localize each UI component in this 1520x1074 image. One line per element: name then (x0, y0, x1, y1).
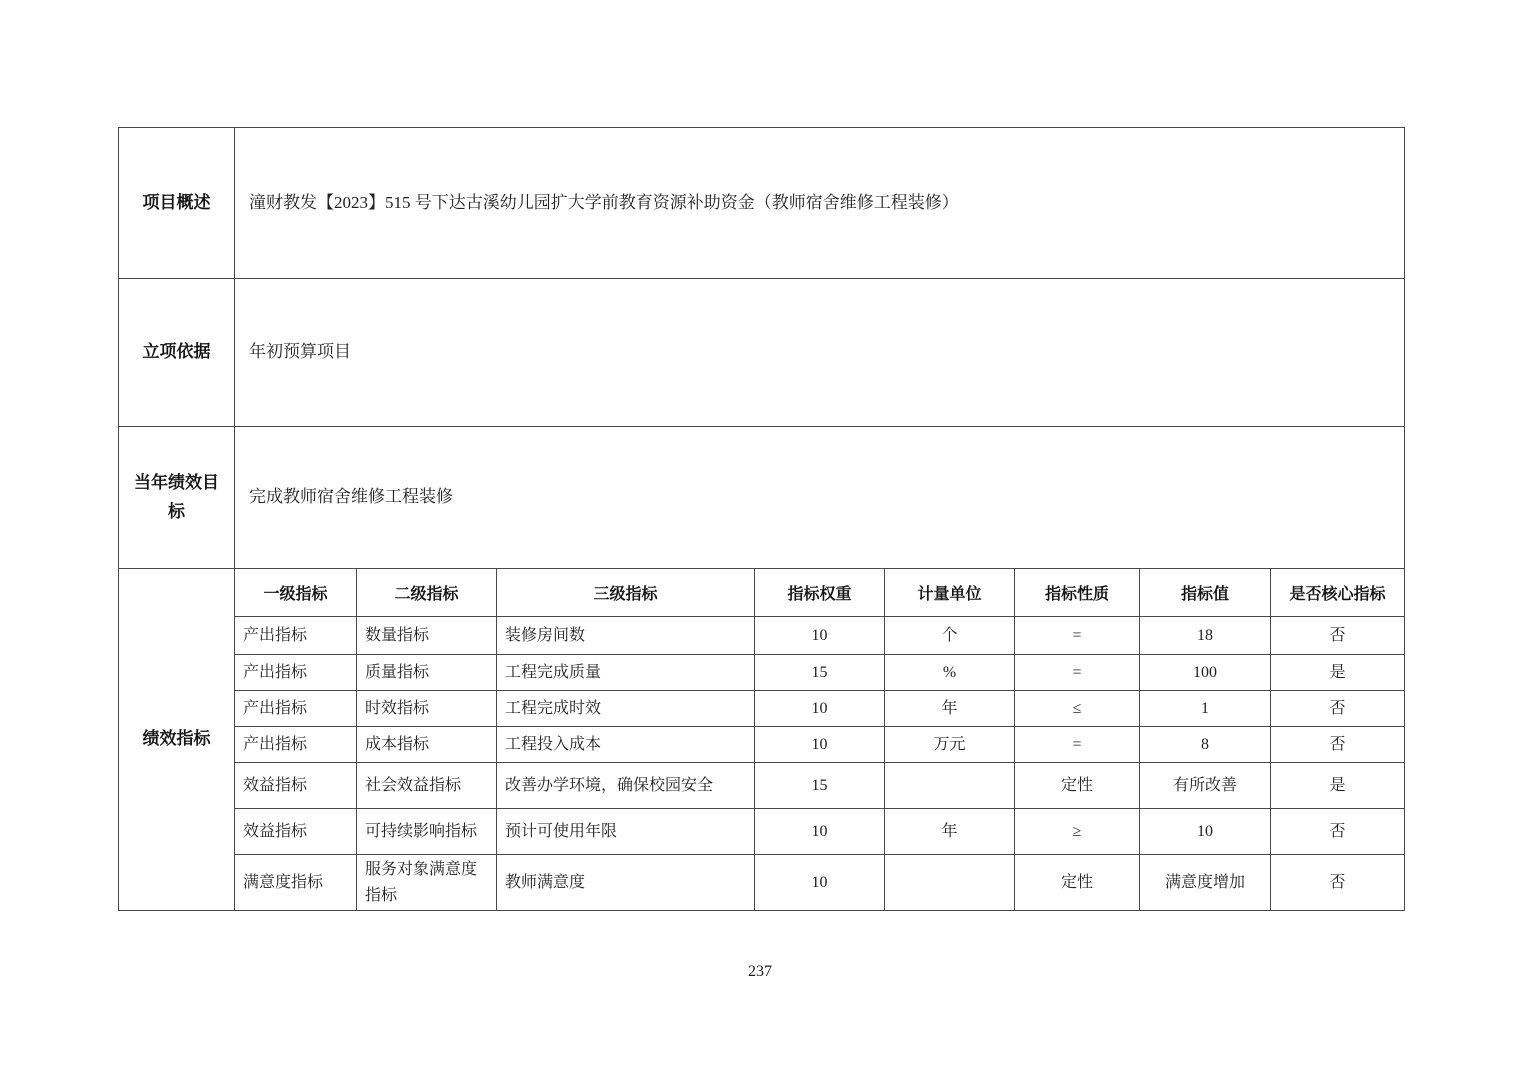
project-overview-content: 潼财教发【2023】515 号下达古溪幼儿园扩大学前教育资源补助资金（教师宿舍维修工程装修） (235, 128, 1405, 279)
row-project-overview (119, 128, 1405, 279)
indicator-cell-unit (885, 855, 1015, 911)
indicator-cell-level2: 服务对象满意度指标 (357, 855, 497, 911)
row-label-project-basis: 立项依据 (119, 279, 235, 427)
indicator-cell-weight: 10 (755, 855, 885, 911)
indicator-cell-weight: 10 (755, 727, 885, 763)
indicator-cell-value: 1 (1140, 691, 1271, 727)
indicator-cell-level2: 可持续影响指标 (357, 809, 497, 855)
indicator-row (119, 655, 1405, 691)
indicator-row (119, 855, 1405, 911)
indicator-cell-core: 是 (1271, 655, 1405, 691)
indicator-cell-level3: 工程投入成本 (497, 727, 755, 763)
indicator-cell-level3: 改善办学环境，确保校园安全 (497, 763, 755, 809)
indicator-cell-level2: 时效指标 (357, 691, 497, 727)
indicator-cell-unit: 万元 (885, 727, 1015, 763)
col-header-value: 指标值 (1140, 569, 1271, 617)
col-header-level1: 一级指标 (235, 569, 357, 617)
indicator-cell-level2: 质量指标 (357, 655, 497, 691)
indicator-cell-core: 是 (1271, 763, 1405, 809)
indicator-cell-nature: ≤ (1015, 691, 1140, 727)
indicator-cell-level3: 工程完成质量 (497, 655, 755, 691)
indicator-cell-level1: 满意度指标 (235, 855, 357, 911)
indicator-cell-level1: 产出指标 (235, 691, 357, 727)
row-annual-goal (119, 427, 1405, 569)
annual-goal-content: 完成教师宿舍维修工程装修 (235, 427, 1405, 569)
indicator-cell-core: 否 (1271, 617, 1405, 655)
indicator-cell-nature: 定性 (1015, 763, 1140, 809)
indicator-cell-unit: % (885, 655, 1015, 691)
indicator-cell-level3: 装修房间数 (497, 617, 755, 655)
indicator-cell-level2: 社会效益指标 (357, 763, 497, 809)
col-header-level3: 三级指标 (497, 569, 755, 617)
document-sheet (118, 127, 1405, 911)
indicator-row (119, 691, 1405, 727)
indicator-cell-unit: 年 (885, 809, 1015, 855)
indicator-cell-nature: = (1015, 655, 1140, 691)
indicator-cell-weight: 10 (755, 691, 885, 727)
indicator-cell-level2: 数量指标 (357, 617, 497, 655)
indicator-row (119, 763, 1405, 809)
indicator-cell-core: 否 (1271, 809, 1405, 855)
indicator-cell-nature: 定性 (1015, 855, 1140, 911)
col-header-core: 是否核心指标 (1271, 569, 1405, 617)
indicator-cell-level1: 产出指标 (235, 727, 357, 763)
indicator-cell-weight: 10 (755, 617, 885, 655)
indicator-cell-level2: 成本指标 (357, 727, 497, 763)
project-basis-content: 年初预算项目 (235, 279, 1405, 427)
indicator-cell-level1: 产出指标 (235, 655, 357, 691)
indicator-cell-level1: 效益指标 (235, 763, 357, 809)
indicator-cell-core: 否 (1271, 691, 1405, 727)
indicator-cell-value: 100 (1140, 655, 1271, 691)
indicator-header-row (119, 569, 1405, 617)
indicator-cell-value: 有所改善 (1140, 763, 1271, 809)
row-label-performance-indicators: 绩效指标 (119, 569, 235, 911)
indicator-cell-unit: 个 (885, 617, 1015, 655)
page-number: 237 (748, 963, 772, 980)
indicator-cell-value: 18 (1140, 617, 1271, 655)
indicator-row (119, 727, 1405, 763)
col-header-unit: 计量单位 (885, 569, 1015, 617)
col-header-level2: 二级指标 (357, 569, 497, 617)
row-label-annual-goal: 当年绩效目标 (119, 427, 235, 569)
performance-indicator-table (118, 127, 1405, 911)
indicator-cell-nature: = (1015, 727, 1140, 763)
indicator-cell-weight: 15 (755, 763, 885, 809)
indicator-cell-weight: 15 (755, 655, 885, 691)
indicator-cell-unit: 年 (885, 691, 1015, 727)
indicator-cell-nature: ≥ (1015, 809, 1140, 855)
col-header-nature: 指标性质 (1015, 569, 1140, 617)
indicator-cell-nature: = (1015, 617, 1140, 655)
indicator-row (119, 617, 1405, 655)
row-label-project-overview: 项目概述 (119, 128, 235, 279)
indicator-cell-level1: 效益指标 (235, 809, 357, 855)
indicator-cell-unit (885, 763, 1015, 809)
indicator-cell-level3: 预计可使用年限 (497, 809, 755, 855)
indicator-cell-weight: 10 (755, 809, 885, 855)
indicator-cell-level3: 教师满意度 (497, 855, 755, 911)
indicator-cell-level1: 产出指标 (235, 617, 357, 655)
indicator-cell-core: 否 (1271, 855, 1405, 911)
indicator-row (119, 809, 1405, 855)
indicator-cell-level3: 工程完成时效 (497, 691, 755, 727)
indicator-cell-value: 10 (1140, 809, 1271, 855)
indicator-cell-value: 满意度增加 (1140, 855, 1271, 911)
row-project-basis (119, 279, 1405, 427)
indicator-cell-value: 8 (1140, 727, 1271, 763)
col-header-weight: 指标权重 (755, 569, 885, 617)
indicator-cell-core: 否 (1271, 727, 1405, 763)
